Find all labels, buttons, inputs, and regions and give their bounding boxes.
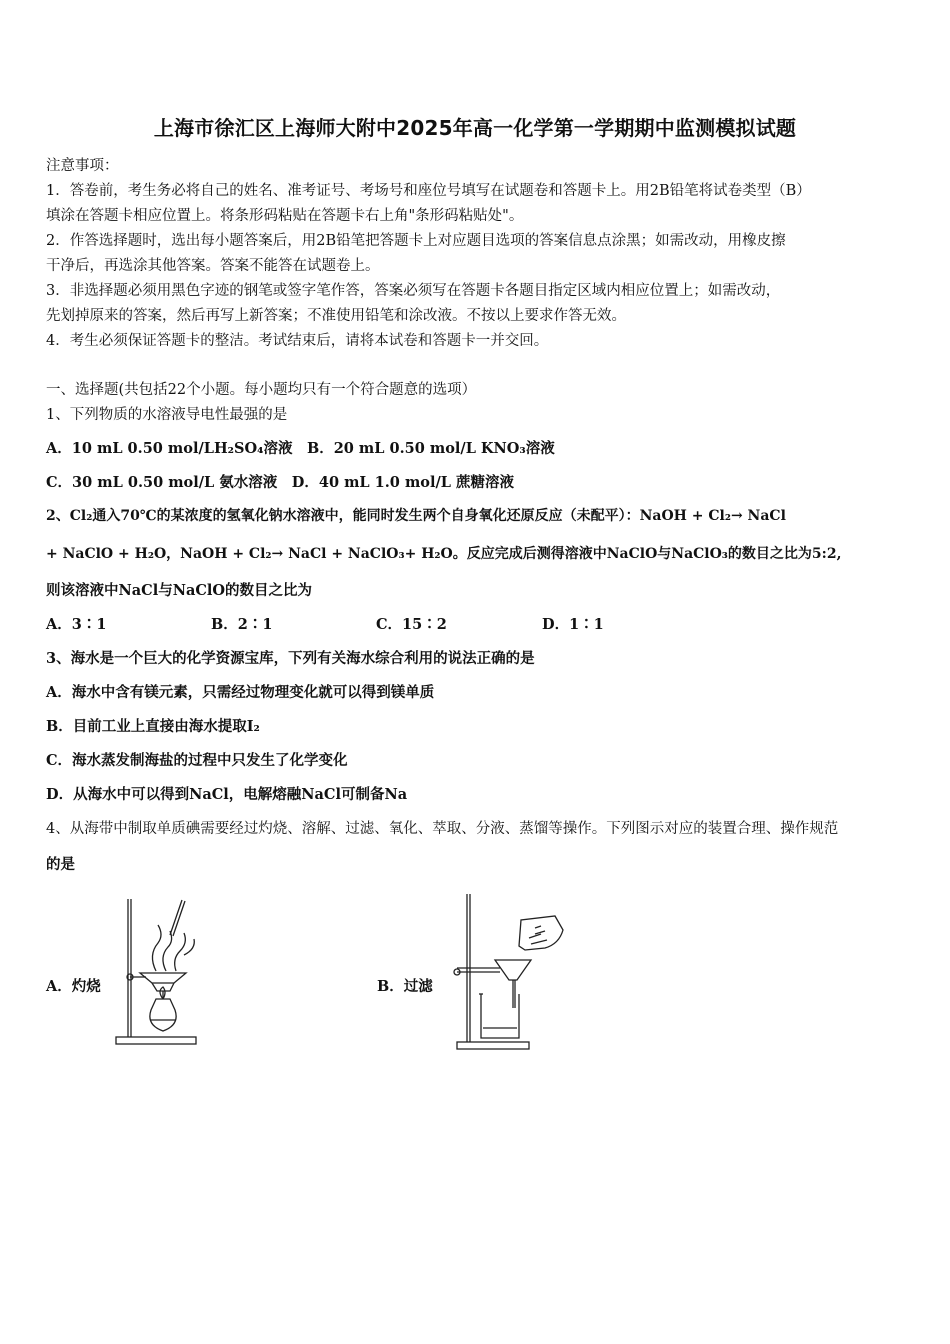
question-3-option-b: B．目前工业上直接由海水提取I₂ (46, 718, 260, 735)
notice-line: 填涂在答题卡相应位置上。将条形码粘贴在答题卡右上角"条形码粘贴处"。 (46, 208, 524, 224)
question-3-option-a: A．海水中含有镁元素，只需经过物理变化就可以得到镁单质 (46, 684, 435, 701)
question-2-line3: 则该溶液中NaCl与NaClO的数目之比为 (46, 582, 313, 599)
filtration-apparatus-figure (445, 890, 575, 1055)
question-2-option-b: B．2∶1 (211, 616, 273, 633)
question-1-stem: 1、下列物质的水溶液导电性最强的是 (46, 407, 288, 423)
question-2-option-a: A．3∶1 (46, 616, 107, 633)
section-heading: 一、选择题(共包括22个小题。每小题均只有一个符合题意的选项） (46, 382, 477, 398)
question-1-options-row2: C．30 mL 0.50 mol/L 氨水溶液 D．40 mL 1.0 mol/L 蔗糖溶液 (46, 474, 514, 491)
page-title: 上海市徐汇区上海师大附中2025年高一化学第一学期期中监测模拟试题 (153, 116, 797, 140)
question-3-option-c: C．海水蒸发制海盐的过程中只发生了化学变化 (46, 752, 348, 769)
question-2-option-c: C．15∶2 (376, 616, 447, 633)
figure-a-label: A．灼烧 (46, 978, 101, 995)
notice-line: 1．答卷前，考生务必将自己的姓名、准考证号、考场号和座位号填写在试题卷和答题卡上。用2B铅笔将试卷类型（B） (46, 183, 811, 199)
question-4-line1: 4、从海带中制取单质碘需要经过灼烧、溶解、过滤、氧化、萃取、分液、蒸馏等操作。下列图示对应的装置合理、操作规范 (46, 821, 839, 837)
notice-line: 4．考生必须保证答题卡的整洁。考试结束后，请将本试卷和答题卡一并交回。 (46, 333, 549, 349)
notice-line: 3．非选择题必须用黑色字迹的钢笔或签字笔作答，答案必须写在答题卡各题目指定区域内相应位置上；如需改动， (46, 283, 781, 299)
question-1-options-row1: A．10 mL 0.50 mol/LH₂SO₄溶液 B．20 mL 0.50 mol/L KNO₃溶液 (46, 440, 555, 457)
question-4-line2: 的是 (46, 856, 75, 873)
question-2-option-d: D．1∶1 (542, 616, 604, 633)
question-2-line1: 2、Cl₂通入70℃的某浓度的氢氧化钠水溶液中，能同时发生两个自身氧化还原反应（未配平）：NaOH + Cl₂→ NaCl (46, 508, 786, 524)
notice-line: 干净后，再选涂其他答案。答案不能答在试题卷上。 (46, 258, 380, 274)
question-2-line2: + NaClO + H₂O，NaOH + Cl₂→ NaCl + NaClO₃+ H₂O。反应完成后测得溶液中NaClO与NaClO₃的数目之比为5:2, (46, 546, 842, 562)
notice-line: 先划掉原来的答案，然后再写上新答案；不准使用铅笔和涂改液。不按以上要求作答无效。 (46, 308, 626, 324)
burning-apparatus-figure (112, 895, 212, 1050)
question-3-option-d: D．从海水中可以得到NaCl，电解熔融NaCl可制备Na (46, 786, 408, 803)
notice-line: 2．作答选择题时，选出每小题答案后，用2B铅笔把答题卡上对应题目选项的答案信息点涂黑；如需改动，用橡皮擦 (46, 233, 786, 249)
figure-b-label: B．过滤 (377, 978, 433, 995)
notice-heading: 注意事项： (46, 158, 119, 174)
question-3-stem: 3、海水是一个巨大的化学资源宝库，下列有关海水综合利用的说法正确的是 (46, 650, 535, 667)
